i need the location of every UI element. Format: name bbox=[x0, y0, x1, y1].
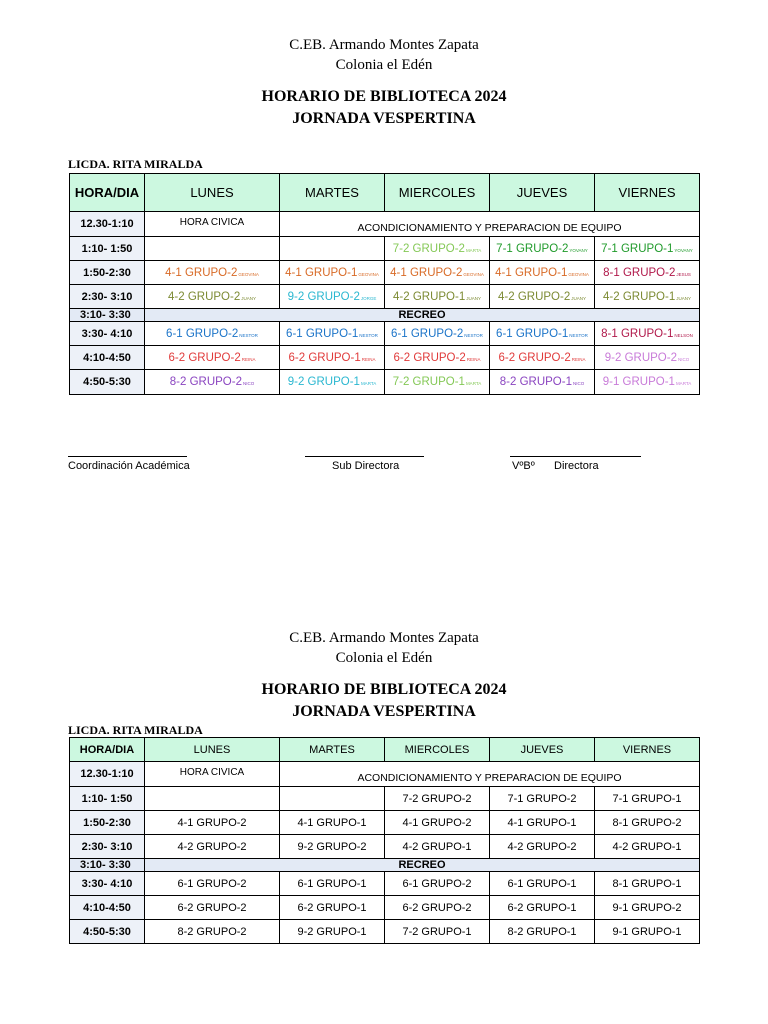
table-row bbox=[70, 237, 700, 261]
schedule-cell: 6-1 GRUPO-1 bbox=[280, 872, 385, 896]
table-row bbox=[70, 346, 700, 370]
schedule-cell bbox=[385, 237, 490, 261]
table-header-row bbox=[70, 738, 700, 762]
teacher-tag: MARTA bbox=[360, 381, 377, 386]
teacher-tag: YOVANY bbox=[674, 247, 693, 253]
teacher-tag: JESUS bbox=[676, 271, 691, 277]
group-label: 6-2 GRUPO-2 bbox=[168, 351, 241, 364]
schedule-cell bbox=[145, 261, 280, 285]
schedule-cell bbox=[145, 370, 280, 395]
time-cell: 1:10- 1:50 bbox=[70, 787, 145, 811]
subdirectora-label: Sub Directora bbox=[332, 460, 400, 472]
schedule-cell bbox=[145, 285, 280, 309]
group-label: 4-2 GRUPO-1 bbox=[393, 290, 466, 303]
group-label: 4-2 GRUPO-2 bbox=[498, 290, 571, 303]
schedule-cell bbox=[145, 322, 280, 346]
header-viernes: VIERNES bbox=[595, 174, 700, 212]
recreo-cell: RECREO bbox=[145, 859, 700, 872]
schedule-subtitle: JORNADA VESPERTINA bbox=[292, 110, 476, 127]
table-row bbox=[70, 212, 700, 237]
group-label: 6-1 GRUPO-1 bbox=[496, 327, 569, 340]
group-label: 8-1 GRUPO-2 bbox=[603, 266, 676, 279]
schedule-cell bbox=[280, 261, 385, 285]
teacher-tag: NESTOR bbox=[239, 332, 258, 338]
teacher-tag: NICO bbox=[242, 381, 255, 386]
teacher-name: LICDA. RITA MIRALDA bbox=[68, 723, 203, 737]
time-cell: 2:30- 3:10 bbox=[70, 285, 145, 309]
schedule-cell: 8-2 GRUPO-1 bbox=[490, 920, 595, 944]
teacher-tag: JUANY bbox=[466, 295, 481, 301]
group-label: 6-2 GRUPO-2 bbox=[498, 351, 571, 364]
teacher-tag: JUANY bbox=[676, 295, 691, 301]
schedule-title: HORARIO DE BIBLIOTECA 2024 bbox=[261, 681, 507, 698]
header-jueves: JUEVES bbox=[490, 174, 595, 212]
group-label: 7-2 GRUPO-1 bbox=[392, 376, 465, 388]
schedule-cell: 4-1 GRUPO-2 bbox=[385, 811, 490, 835]
hora-civica-cell: HORA CIVICA bbox=[145, 212, 280, 237]
schedule-cell bbox=[385, 322, 490, 346]
time-cell: 2:30- 3:10 bbox=[70, 835, 145, 859]
group-label: 4-1 GRUPO-1 bbox=[495, 266, 568, 279]
group-label: 4-2 GRUPO-1 bbox=[603, 290, 676, 303]
schedule-cell bbox=[145, 787, 280, 811]
header-lunes: LUNES bbox=[145, 174, 280, 212]
schedule-cell: 6-2 GRUPO-2 bbox=[145, 896, 280, 920]
schedule-cell: 9-2 GRUPO-2 bbox=[280, 835, 385, 859]
schedule-cell bbox=[385, 285, 490, 309]
teacher-tag: JUANY bbox=[571, 295, 586, 301]
schedule-cell bbox=[145, 346, 280, 370]
schedule-cell: 6-2 GRUPO-2 bbox=[385, 896, 490, 920]
schedule-subtitle: JORNADA VESPERTINA bbox=[292, 703, 476, 720]
time-cell: 3:10- 3:30 bbox=[70, 309, 145, 322]
group-label: 7-1 GRUPO-2 bbox=[496, 242, 569, 255]
time-cell: 3:30- 4:10 bbox=[70, 872, 145, 896]
header-hora-dia: HORA/DIA bbox=[70, 174, 145, 212]
schedule-cell: 4-2 GRUPO-1 bbox=[595, 835, 700, 859]
header-viernes: VIERNES bbox=[595, 738, 700, 762]
time-cell: 4:50-5:30 bbox=[70, 370, 145, 395]
teacher-tag: REINA bbox=[241, 356, 256, 362]
schedule-cell: 9-2 GRUPO-1 bbox=[280, 920, 385, 944]
header-lunes: LUNES bbox=[145, 738, 280, 762]
schedule-cell bbox=[280, 346, 385, 370]
group-label: 4-1 GRUPO-2 bbox=[165, 266, 238, 279]
group-label: 6-1 GRUPO-2 bbox=[391, 327, 464, 340]
schedule-cell: 4-1 GRUPO-1 bbox=[490, 811, 595, 835]
teacher-tag: MARTA bbox=[675, 381, 692, 386]
table-row bbox=[70, 261, 700, 285]
group-label: 8-1 GRUPO-1 bbox=[601, 327, 674, 340]
directora-label: Directora bbox=[554, 460, 599, 472]
schedule-cell: 8-2 GRUPO-2 bbox=[145, 920, 280, 944]
header-miercoles: MIERCOLES bbox=[385, 174, 490, 212]
schedule-cell: 7-1 GRUPO-1 bbox=[595, 787, 700, 811]
teacher-tag: NELSON bbox=[674, 332, 693, 338]
schedule-cell: 6-1 GRUPO-2 bbox=[385, 872, 490, 896]
schedule-cell: 8-1 GRUPO-1 bbox=[595, 872, 700, 896]
time-cell: 4:50-5:30 bbox=[70, 920, 145, 944]
group-label: 8-2 GRUPO-2 bbox=[169, 376, 242, 388]
teacher-tag: JUANY bbox=[241, 295, 256, 301]
schedule-cell bbox=[385, 346, 490, 370]
teacher-tag: JORGE bbox=[360, 295, 377, 301]
schedule-cell bbox=[595, 237, 700, 261]
group-label: 9-2 GRUPO-2 bbox=[604, 351, 677, 364]
schedule-cell bbox=[490, 370, 595, 395]
group-label: 4-1 GRUPO-1 bbox=[285, 266, 358, 279]
teacher-tag: REINA bbox=[571, 356, 586, 362]
schedule-cell: 6-2 GRUPO-1 bbox=[280, 896, 385, 920]
time-cell: 12.30-1:10 bbox=[70, 762, 145, 787]
schedule-cell: 7-2 GRUPO-1 bbox=[385, 920, 490, 944]
schedule-cell: 4-1 GRUPO-1 bbox=[280, 811, 385, 835]
time-cell: 4:10-4:50 bbox=[70, 896, 145, 920]
group-label: 4-1 GRUPO-2 bbox=[390, 266, 463, 279]
time-cell: 1:10- 1:50 bbox=[70, 237, 145, 261]
signature-line-coordinacion bbox=[68, 456, 187, 457]
table-row bbox=[70, 811, 700, 835]
coordinacion-label: Coordinación Académica bbox=[68, 460, 190, 472]
schedule-cell: 4-2 GRUPO-2 bbox=[490, 835, 595, 859]
table-row bbox=[70, 787, 700, 811]
group-label: 9-1 GRUPO-1 bbox=[602, 376, 675, 388]
header-hora-dia: HORA/DIA bbox=[70, 738, 145, 762]
schedule-cell bbox=[280, 370, 385, 395]
vobo-label: VºBº bbox=[512, 460, 535, 472]
teacher-name: LICDA. RITA MIRALDA bbox=[68, 157, 203, 171]
table-header-row bbox=[70, 174, 700, 212]
teacher-tag: GEOVINA bbox=[238, 271, 259, 277]
schedule-cell bbox=[280, 787, 385, 811]
schedule-cell bbox=[385, 370, 490, 395]
schedule-cell bbox=[145, 237, 280, 261]
teacher-tag: NESTOR bbox=[359, 332, 378, 338]
time-cell: 4:10-4:50 bbox=[70, 346, 145, 370]
schedule-cell: 6-2 GRUPO-1 bbox=[490, 896, 595, 920]
group-label: 6-1 GRUPO-1 bbox=[286, 327, 359, 340]
schedule-cell bbox=[280, 237, 385, 261]
group-label: 9-2 GRUPO-2 bbox=[287, 290, 360, 303]
header-miercoles: MIERCOLES bbox=[385, 738, 490, 762]
time-cell: 12.30-1:10 bbox=[70, 212, 145, 237]
teacher-tag: GEOVINA bbox=[358, 271, 379, 277]
group-label: 4-2 GRUPO-2 bbox=[168, 290, 241, 303]
schedule-cell: 6-1 GRUPO-2 bbox=[145, 872, 280, 896]
group-label: 6-2 GRUPO-2 bbox=[393, 351, 466, 364]
school-name: C.EB. Armando Montes Zapata bbox=[289, 630, 479, 646]
schedule-cell: 7-1 GRUPO-2 bbox=[490, 787, 595, 811]
group-label: 6-1 GRUPO-2 bbox=[166, 327, 239, 340]
schedule-cell: 6-1 GRUPO-1 bbox=[490, 872, 595, 896]
header-jueves: JUEVES bbox=[490, 738, 595, 762]
teacher-tag: MARTA bbox=[465, 247, 482, 253]
time-cell: 3:30- 4:10 bbox=[70, 322, 145, 346]
teacher-tag: GEOVINA bbox=[568, 271, 589, 277]
teacher-tag: NESTOR bbox=[464, 332, 483, 338]
schedule-cell: 4-1 GRUPO-2 bbox=[145, 811, 280, 835]
schedule-cell: 7-2 GRUPO-2 bbox=[385, 787, 490, 811]
teacher-tag: REINA bbox=[466, 356, 481, 362]
teacher-tag: GEOVINA bbox=[463, 271, 484, 277]
group-label: 9-2 GRUPO-1 bbox=[287, 376, 360, 388]
schedule-cell bbox=[490, 285, 595, 309]
time-cell: 1:50-2:30 bbox=[70, 811, 145, 835]
hora-civica-cell: HORA CIVICA bbox=[145, 762, 280, 787]
header-martes: MARTES bbox=[280, 738, 385, 762]
table-row bbox=[70, 370, 700, 395]
schedule-cell bbox=[490, 322, 595, 346]
table-row bbox=[70, 285, 700, 309]
schedule-cell bbox=[595, 285, 700, 309]
schedule-cell bbox=[280, 285, 385, 309]
schedule-cell bbox=[595, 322, 700, 346]
group-label: 7-1 GRUPO-1 bbox=[601, 242, 674, 255]
teacher-tag: NESTOR bbox=[569, 332, 588, 338]
schedule-cell bbox=[595, 261, 700, 285]
recreo-cell: RECREO bbox=[145, 309, 700, 322]
table-row bbox=[70, 896, 700, 920]
schedule-cell: 4-2 GRUPO-1 bbox=[385, 835, 490, 859]
recreo-row bbox=[70, 309, 700, 322]
group-label: 7-2 GRUPO-2 bbox=[392, 242, 465, 255]
table-row bbox=[70, 920, 700, 944]
group-label: 6-2 GRUPO-1 bbox=[288, 351, 361, 364]
school-community: Colonia el Edén bbox=[335, 650, 433, 666]
schedule-cell bbox=[280, 322, 385, 346]
schedule-cell: 8-1 GRUPO-2 bbox=[595, 811, 700, 835]
schedule-cell bbox=[490, 346, 595, 370]
school-community: Colonia el Edén bbox=[335, 57, 433, 73]
acondicionamiento-cell: ACONDICIONAMIENTO Y PREPARACION DE EQUIPO bbox=[280, 212, 700, 237]
signature-line-directora bbox=[510, 456, 641, 457]
schedule-cell bbox=[595, 370, 700, 395]
group-label: 8-2 GRUPO-1 bbox=[499, 376, 572, 388]
signature-line-subdirectora bbox=[305, 456, 424, 457]
schedule-cell: 9-1 GRUPO-2 bbox=[595, 896, 700, 920]
schedule-cell bbox=[490, 237, 595, 261]
schedule-cell bbox=[385, 261, 490, 285]
table-row bbox=[70, 762, 700, 787]
teacher-tag: MARTA bbox=[465, 381, 482, 386]
schedule-table-plain bbox=[69, 737, 700, 944]
time-cell: 1:50-2:30 bbox=[70, 261, 145, 285]
header-martes: MARTES bbox=[280, 174, 385, 212]
table-row bbox=[70, 322, 700, 346]
schedule-cell bbox=[595, 346, 700, 370]
teacher-tag: NICO bbox=[677, 356, 690, 362]
school-name: C.EB. Armando Montes Zapata bbox=[289, 37, 479, 53]
table-row bbox=[70, 835, 700, 859]
schedule-cell: 4-2 GRUPO-2 bbox=[145, 835, 280, 859]
schedule-table bbox=[69, 173, 700, 395]
recreo-row bbox=[70, 859, 700, 872]
time-cell: 3:10- 3:30 bbox=[70, 859, 145, 872]
table-row bbox=[70, 872, 700, 896]
teacher-tag: NICO bbox=[572, 381, 585, 386]
acondicionamiento-cell: ACONDICIONAMIENTO Y PREPARACION DE EQUIPO bbox=[280, 762, 700, 787]
teacher-tag: REINA bbox=[361, 356, 376, 362]
schedule-cell bbox=[490, 261, 595, 285]
teacher-tag: YOVANY bbox=[569, 247, 588, 253]
schedule-cell: 9-1 GRUPO-1 bbox=[595, 920, 700, 944]
schedule-title: HORARIO DE BIBLIOTECA 2024 bbox=[261, 88, 507, 105]
